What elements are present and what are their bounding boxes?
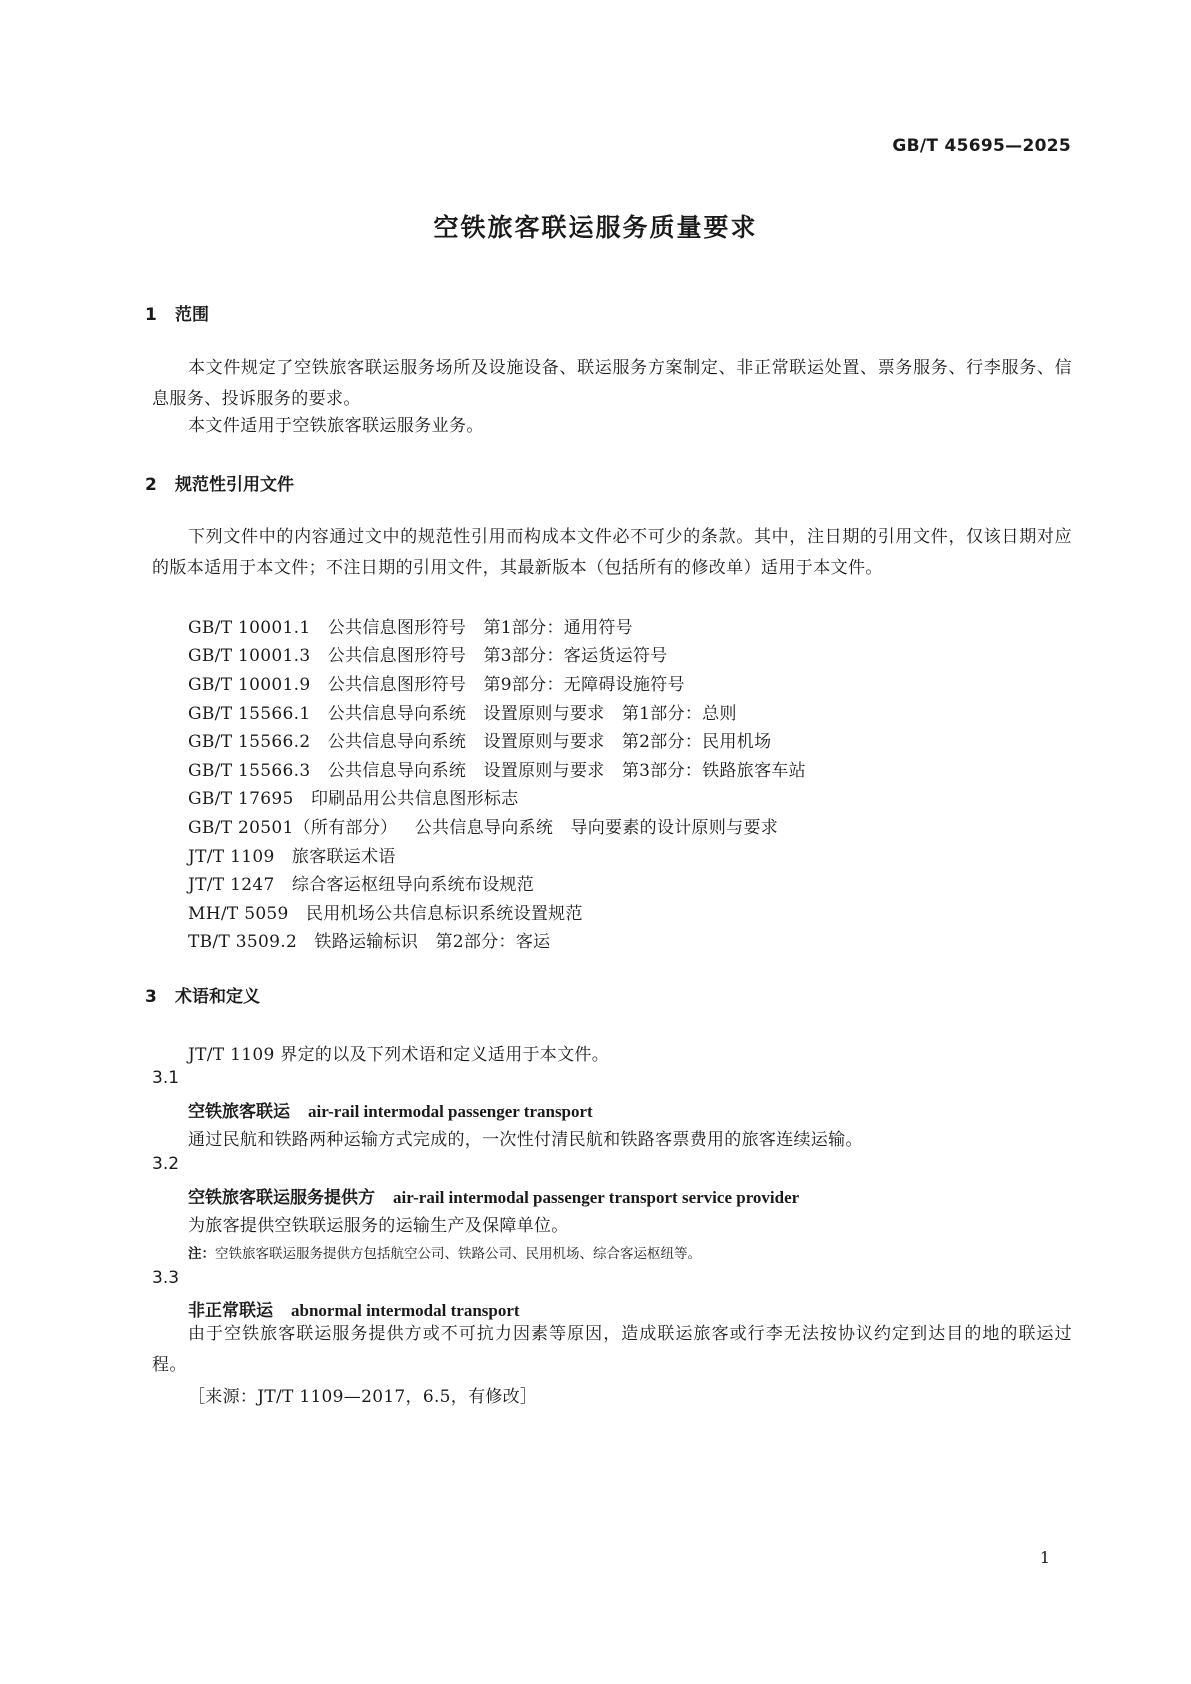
references-intro: 下列文件中的内容通过文中的规范性引用而构成本文件必不可少的条款。其中，注日期的引用文件，仅该日期对应的版本适用于本文件；不注日期的引用文件，其最新版本（包括所有的修改单）适用于本文件。	[152, 527, 1072, 578]
reference-title: 民用机场公共信息标识系统设置规范	[305, 904, 583, 924]
reference-code: GB/T 17695	[188, 789, 294, 809]
term-en: air-rail intermodal passenger transport service provider	[393, 1188, 800, 1207]
terms-intro: JT/T 1109 界定的以及下列术语和定义适用于本文件。	[188, 1045, 609, 1065]
reference-title: 公共信息导向系统 导向要素的设计原则与要求	[414, 818, 779, 838]
reference-title: 公共信息图形符号 第9部分：无障碍设施符号	[327, 675, 685, 695]
term-cn: 空铁旅客联运服务提供方	[188, 1188, 375, 1208]
term-note	[188, 1242, 701, 1262]
reference-code: GB/T 10001.9	[188, 675, 311, 695]
section-number: 3	[145, 987, 157, 1007]
reference-code: MH/T 5059	[188, 904, 289, 924]
term-source: ［来源：JT/T 1109—2017，6.5，有修改］	[188, 1387, 538, 1407]
reference-item	[188, 870, 534, 895]
term-definition: 为旅客提供空铁联运服务的运输生产及保障单位。	[188, 1216, 569, 1236]
reference-item	[188, 641, 668, 666]
reference-item	[188, 727, 771, 752]
term-en: abnormal intermodal transport	[291, 1301, 520, 1320]
reference-item	[188, 613, 633, 638]
section-title: 范围	[175, 305, 209, 325]
reference-item	[188, 927, 550, 952]
term-number: 3.2	[152, 1154, 180, 1174]
section-2-heading	[145, 470, 294, 495]
page-number: 1	[1039, 1548, 1050, 1567]
reference-code: TB/T 3509.2	[188, 932, 298, 952]
scope-paragraph: 本文件规定了空铁旅客联运服务场所及设施设备、联运服务方案制定、非正常联运处置、票务服务、行李服务、信息服务、投诉服务的要求。	[152, 358, 1072, 409]
reference-item	[188, 784, 519, 809]
section-number: 1	[145, 305, 157, 325]
applicability-paragraph: 本文件适用于空铁旅客联运服务业务。	[188, 416, 484, 436]
reference-title: 旅客联运术语	[291, 847, 396, 867]
term-number: 3.3	[152, 1268, 180, 1288]
section-1-heading	[145, 300, 209, 325]
term-definition: 通过民航和铁路两种运输方式完成的，一次性付清民航和铁路客票费用的旅客连续运输。	[188, 1130, 863, 1150]
reference-code: GB/T 15566.1	[188, 704, 311, 724]
reference-code: GB/T 20501（所有部分）	[188, 818, 398, 838]
term-cn: 空铁旅客联运	[188, 1102, 290, 1122]
reference-title: 铁路运输标识 第2部分：客运	[314, 932, 551, 952]
section-3-heading	[145, 982, 260, 1007]
term-en: air-rail intermodal passenger transport	[308, 1102, 593, 1121]
note-text: 空铁旅客联运服务提供方包括航空公司、铁路公司、民用机场、综合客运枢纽等。	[215, 1246, 701, 1262]
term-number: 3.1	[152, 1068, 180, 1088]
term-cn: 非正常联运	[188, 1301, 273, 1321]
reference-item	[188, 842, 396, 867]
reference-item	[188, 699, 737, 724]
note-label: 注：	[188, 1246, 215, 1262]
term-heading	[188, 1296, 520, 1321]
reference-code: JT/T 1247	[188, 875, 275, 895]
section-number: 2	[145, 475, 157, 495]
section-title: 术语和定义	[175, 987, 260, 1007]
reference-title: 公共信息导向系统 设置原则与要求 第3部分：铁路旅客车站	[327, 761, 806, 781]
reference-code: JT/T 1109	[188, 847, 275, 867]
reference-title: 综合客运枢纽导向系统布设规范	[291, 875, 535, 895]
reference-code: GB/T 10001.1	[188, 618, 311, 638]
term-heading	[188, 1183, 799, 1208]
document-title: 空铁旅客联运服务质量要求	[433, 213, 758, 242]
term-heading	[188, 1097, 593, 1122]
reference-title: 公共信息图形符号 第1部分：通用符号	[327, 618, 633, 638]
reference-title: 印刷品用公共信息图形标志	[310, 789, 519, 809]
reference-code: GB/T 10001.3	[188, 646, 311, 666]
reference-code: GB/T 15566.3	[188, 761, 311, 781]
reference-item	[188, 813, 778, 838]
standard-number: GB/T 45695—2025	[892, 136, 1071, 156]
reference-item	[188, 670, 685, 695]
term-definition: 由于空铁旅客联运服务提供方或不可抗力因素等原因，造成联运旅客或行李无法按协议约定到达目的地的联运过程。	[152, 1324, 1072, 1375]
section-title: 规范性引用文件	[175, 475, 294, 495]
reference-title: 公共信息导向系统 设置原则与要求 第2部分：民用机场	[327, 732, 772, 752]
reference-title: 公共信息导向系统 设置原则与要求 第1部分：总则	[327, 704, 737, 724]
reference-code: GB/T 15566.2	[188, 732, 311, 752]
reference-item	[188, 756, 806, 781]
reference-item	[188, 899, 583, 924]
reference-title: 公共信息图形符号 第3部分：客运货运符号	[327, 646, 668, 666]
